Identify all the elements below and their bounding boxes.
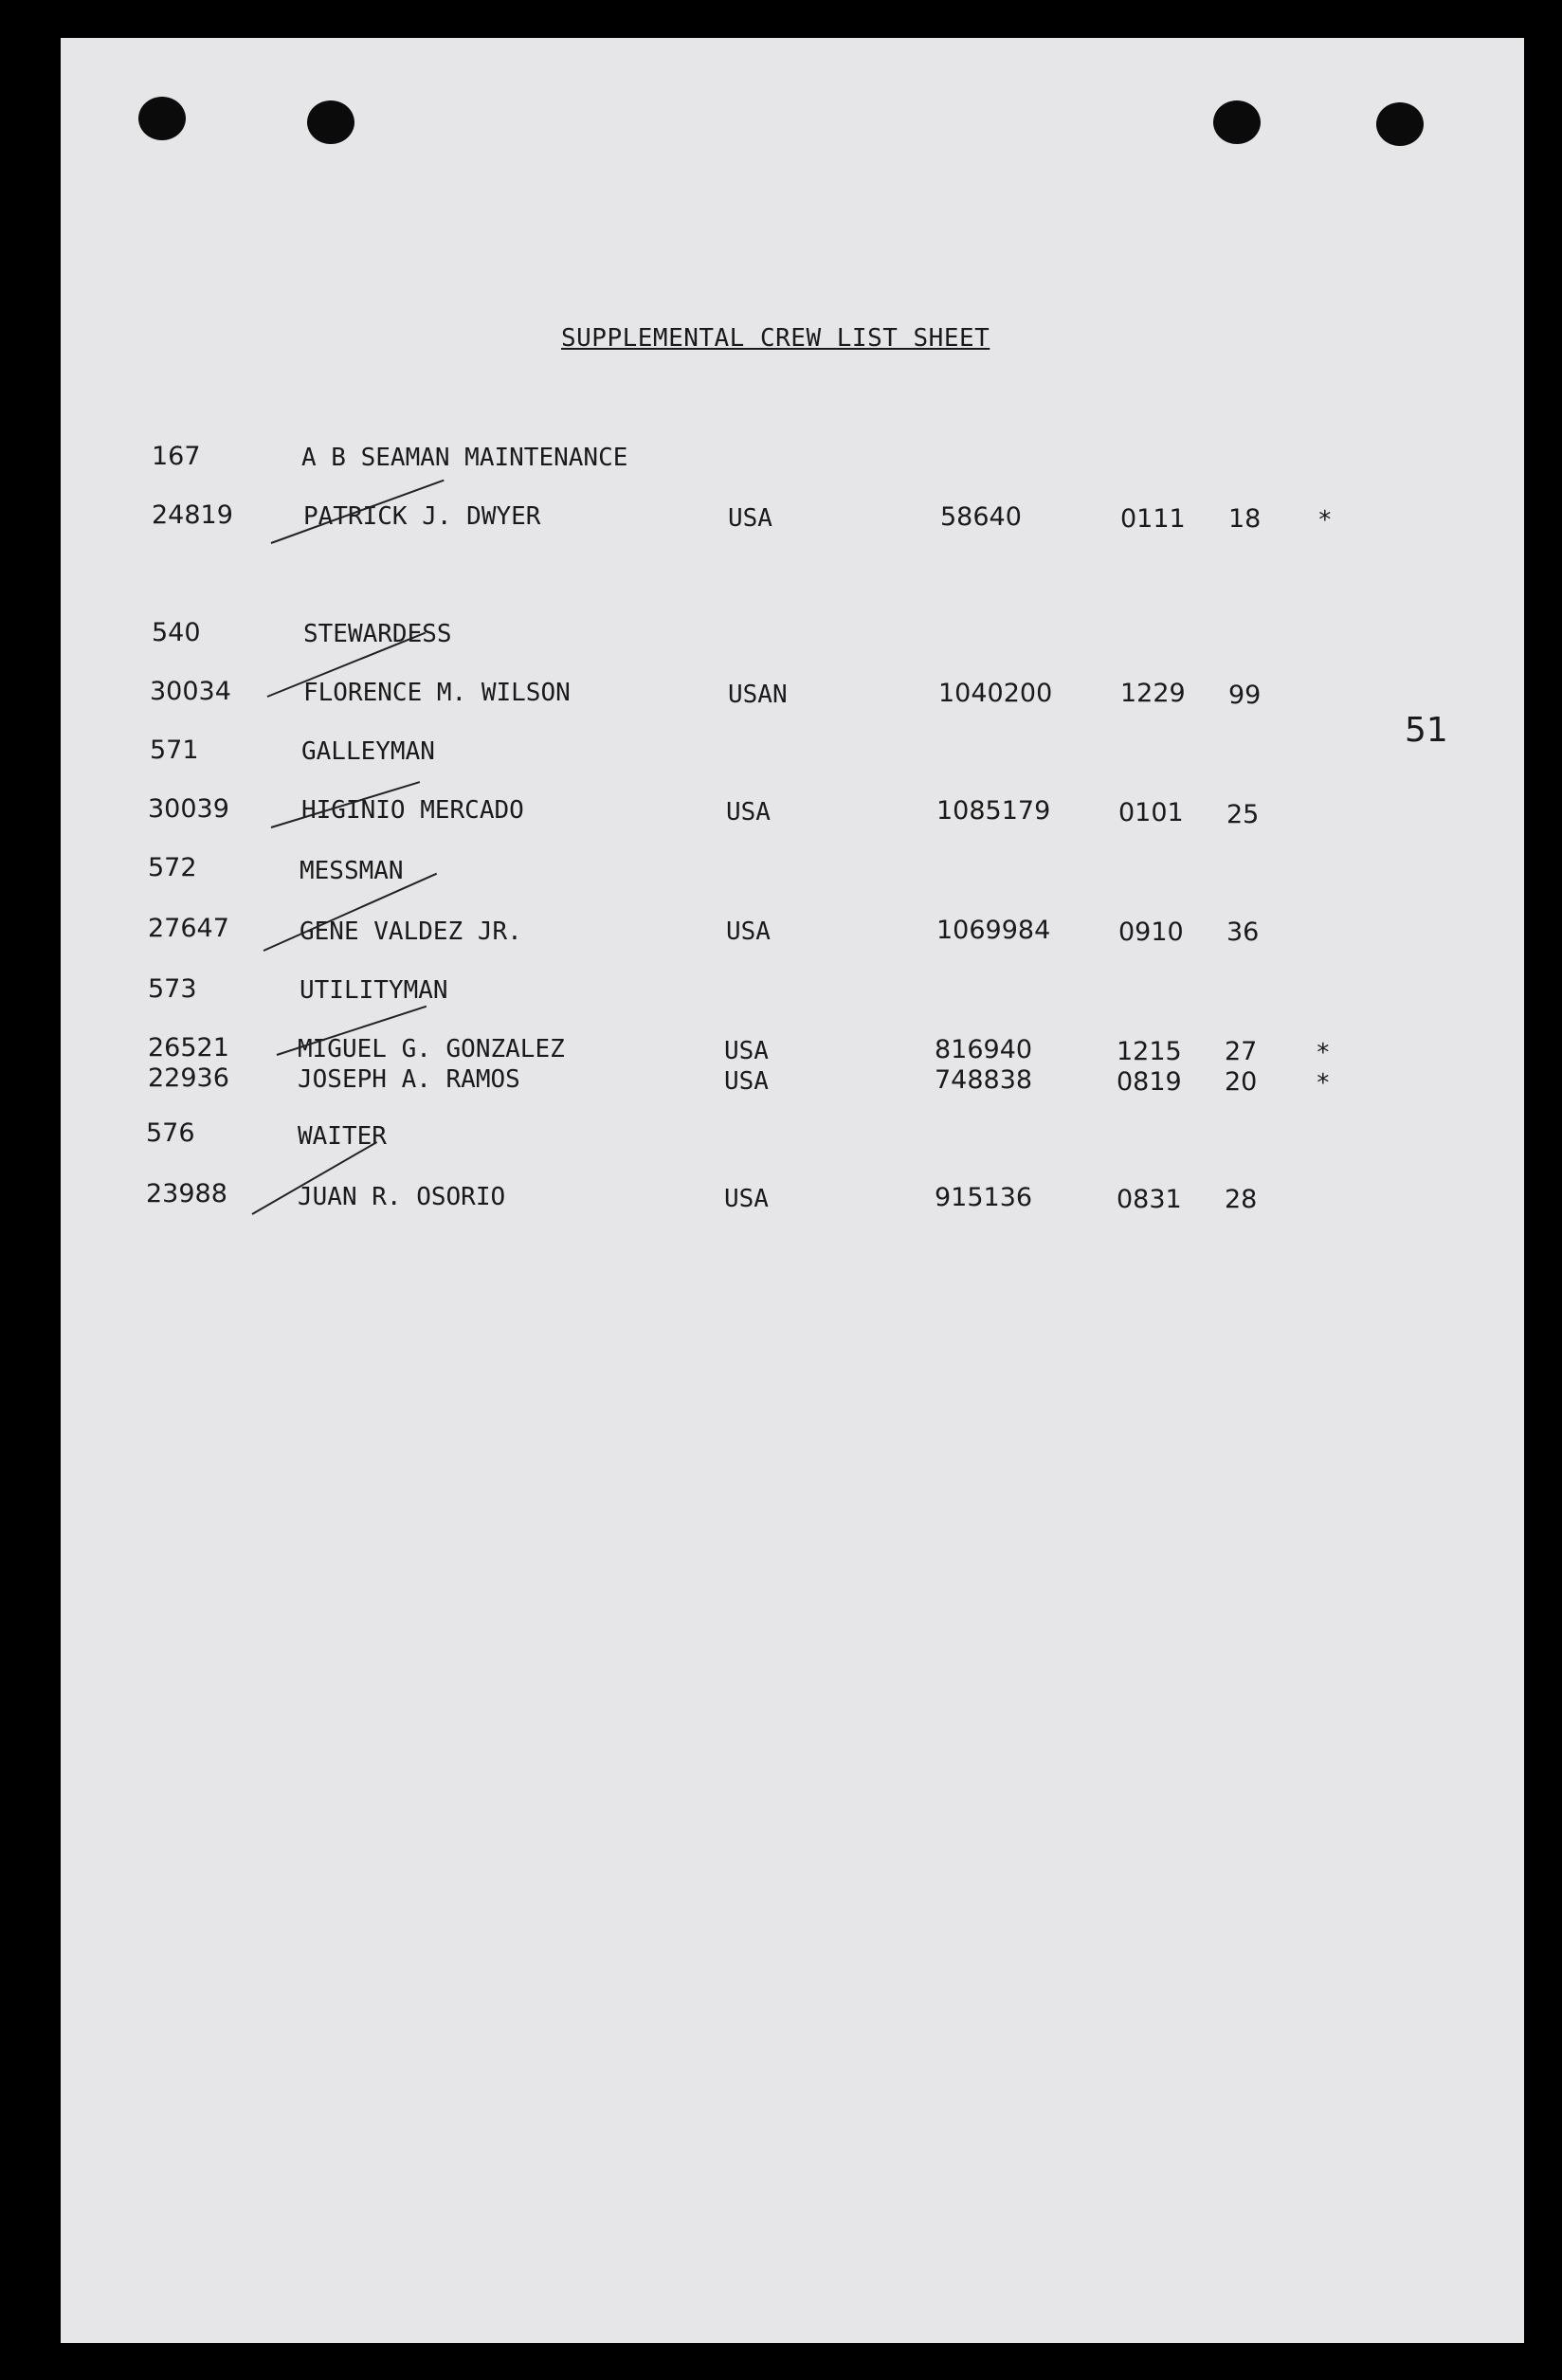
rating-title: WAITER (298, 1122, 387, 1151)
rating-title: STEWARDESS (303, 620, 452, 648)
crew-name: FLORENCE M. WILSON (303, 679, 571, 707)
crew-id: 23988 (146, 1179, 227, 1208)
crew-name: MIGUEL G. GONZALEZ (298, 1035, 565, 1063)
crew-cert: 58640 (940, 502, 1022, 532)
crew-id: 24819 (152, 500, 233, 530)
crew-code: 1229 (1120, 679, 1186, 708)
crew-code: 0831 (1117, 1185, 1182, 1214)
crew-age: 36 (1226, 917, 1260, 947)
crew-cert: 1069984 (936, 916, 1051, 945)
crew-code: 0910 (1118, 917, 1184, 947)
rating-code: 576 (146, 1118, 195, 1148)
crew-age: 27 (1225, 1037, 1258, 1066)
crew-age: 25 (1226, 800, 1260, 829)
rating-title: GALLEYMAN (301, 737, 435, 766)
rating-code: 572 (148, 853, 197, 882)
punch-hole (1376, 102, 1424, 146)
rating-title: MESSMAN (300, 857, 404, 885)
crew-cert: 1085179 (936, 796, 1051, 826)
crew-nationality: USAN (728, 681, 788, 709)
crew-code: 1215 (1117, 1037, 1182, 1066)
crew-code: 0101 (1118, 798, 1184, 827)
crew-flag: * (1316, 1069, 1331, 1098)
crew-flag: * (1316, 1039, 1331, 1067)
crew-age: 18 (1228, 504, 1262, 534)
rating-code: 540 (152, 618, 201, 647)
crew-age: 99 (1228, 681, 1262, 710)
crew-cert: 1040200 (938, 679, 1053, 708)
crew-cert: 748838 (935, 1065, 1033, 1095)
crew-name: JOSEPH A. RAMOS (298, 1065, 520, 1094)
punch-hole (307, 100, 354, 144)
crew-cert: 915136 (935, 1183, 1033, 1212)
rating-code: 571 (150, 736, 199, 765)
crew-age: 20 (1225, 1067, 1258, 1097)
crew-nationality: USA (724, 1185, 769, 1213)
crew-name: PATRICK J. DWYER (303, 502, 541, 531)
crew-id: 27647 (148, 914, 229, 943)
crew-cert: 816940 (935, 1035, 1033, 1064)
crew-name: JUAN R. OSORIO (298, 1183, 506, 1211)
crew-name: HIGINIO MERCADO (301, 796, 524, 825)
crew-age: 28 (1225, 1185, 1258, 1214)
rating-code: 573 (148, 974, 197, 1004)
sheet-title: SUPPLEMENTAL CREW LIST SHEET (561, 324, 990, 353)
crew-nationality: USA (728, 504, 772, 533)
crew-code: 0819 (1117, 1067, 1182, 1097)
crew-id: 30039 (148, 794, 229, 824)
rating-title: A B SEAMAN MAINTENANCE (301, 444, 628, 472)
crew-name: GENE VALDEZ JR. (300, 917, 522, 946)
rating-code: 167 (152, 442, 201, 471)
punch-hole (138, 97, 186, 140)
crew-nationality: USA (724, 1037, 769, 1065)
document-page (61, 38, 1524, 2343)
punch-hole (1213, 100, 1261, 144)
crew-nationality: USA (726, 798, 771, 827)
crew-nationality: USA (726, 917, 771, 946)
crew-nationality: USA (724, 1067, 769, 1096)
crew-id: 26521 (148, 1033, 229, 1063)
crew-code: 0111 (1120, 504, 1186, 534)
rating-title: UTILITYMAN (300, 976, 448, 1005)
crew-flag: * (1317, 506, 1333, 535)
page-number: 51 (1405, 711, 1448, 750)
crew-id: 22936 (148, 1063, 229, 1093)
crew-id: 30034 (150, 677, 231, 706)
